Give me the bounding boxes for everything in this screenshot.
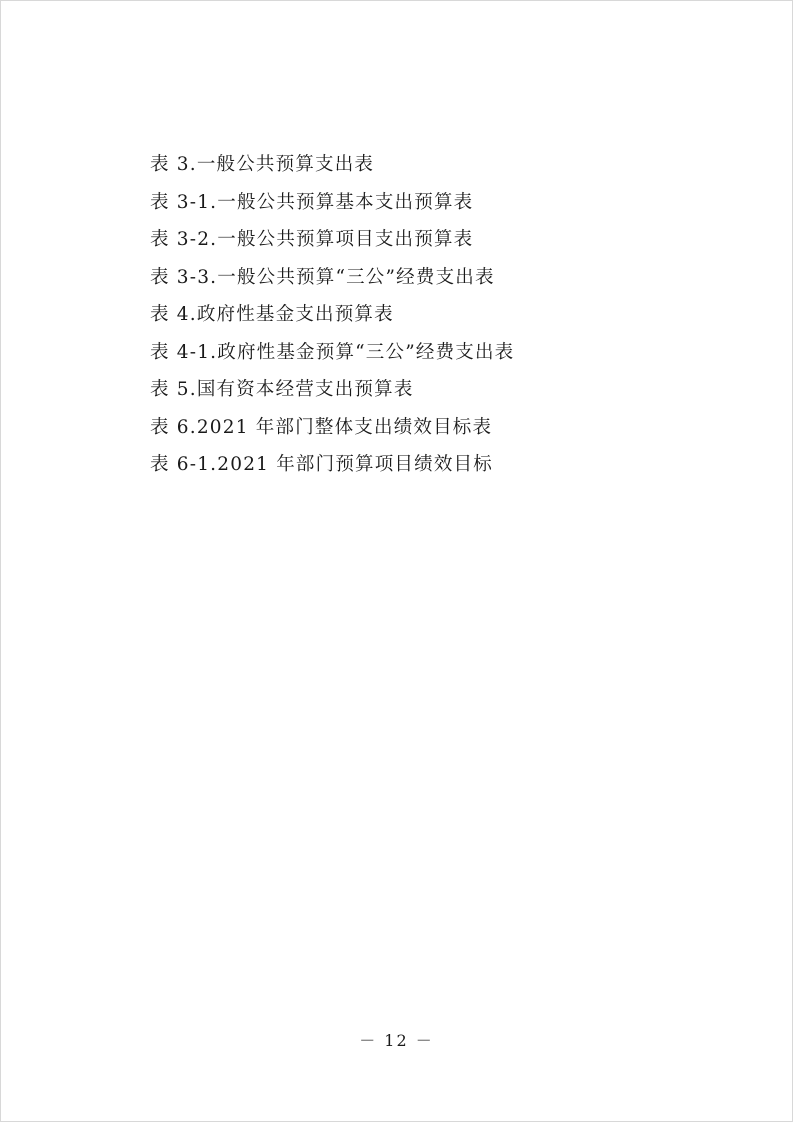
toc-item: 表 3.一般公共预算支出表 bbox=[150, 154, 375, 175]
toc-item: 表 4.政府性基金支出预算表 bbox=[150, 304, 394, 325]
toc-item: 表 4-1.政府性基金预算“三公”经费支出表 bbox=[150, 341, 515, 363]
toc-item: 表 3-2.一般公共预算项目支出预算表 bbox=[150, 229, 474, 250]
toc-item: 表 5.国有资本经营支出预算表 bbox=[150, 379, 414, 400]
toc-item: 表 6.2021 年部门整体支出绩效目标表 bbox=[150, 416, 493, 438]
page-number: － 12 － bbox=[359, 1031, 434, 1050]
table-of-contents bbox=[150, 146, 514, 484]
toc-item: 表 3-1.一般公共预算基本支出预算表 bbox=[150, 191, 474, 213]
toc-item: 表 3-3.一般公共预算“三公”经费支出表 bbox=[150, 266, 495, 288]
toc-item: 表 6-1.2021 年部门预算项目绩效目标 bbox=[150, 454, 493, 475]
